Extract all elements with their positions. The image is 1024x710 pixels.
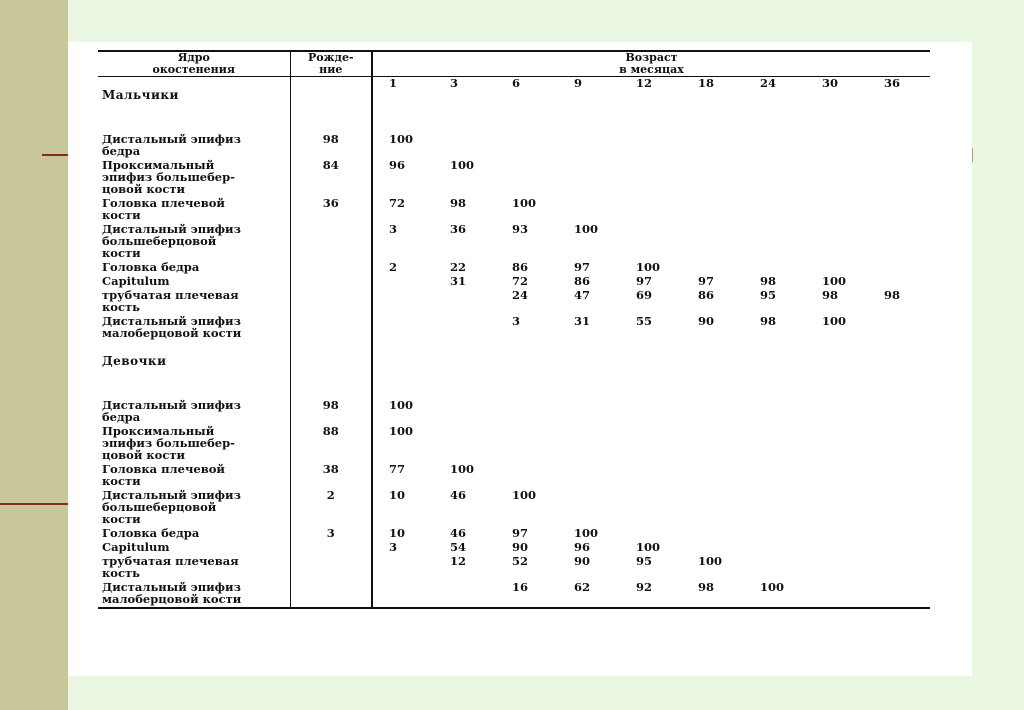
row-month-value: 98	[760, 274, 777, 288]
row-month-value	[868, 425, 930, 463]
ossification-table	[98, 50, 930, 609]
row-month-value: 98	[450, 196, 467, 210]
row-nucleus-name: Capitulum	[98, 275, 290, 289]
row-month-value	[744, 489, 806, 527]
table-row	[98, 289, 930, 315]
row-month-value	[868, 197, 930, 223]
row-month-value: 16	[496, 581, 558, 608]
gap-cell	[290, 341, 372, 355]
row-month-value	[868, 261, 930, 275]
row-month-value	[558, 399, 620, 425]
row-month-value	[806, 223, 868, 261]
decorative-rule-top	[42, 154, 70, 156]
row-month-value	[868, 541, 930, 555]
table-row	[98, 399, 930, 425]
row-month-value: 31	[574, 314, 591, 328]
month-header-30: 30	[822, 76, 839, 90]
row-month-value	[620, 425, 682, 463]
birth-spacer	[290, 77, 372, 90]
row-month-value	[806, 133, 868, 159]
row-month-value: 98	[822, 288, 839, 302]
row-month-value	[372, 315, 434, 341]
row-month-value	[744, 463, 806, 489]
row-month-value	[868, 555, 930, 581]
row-nucleus-name: Головка бедра	[98, 527, 290, 541]
row-month-value	[558, 197, 620, 223]
row-birth-value: 98	[290, 133, 372, 159]
table-row	[98, 275, 930, 289]
row-month-value: 3	[512, 314, 521, 328]
row-month-value: 100	[389, 398, 414, 412]
group-age-spacer	[372, 355, 930, 399]
row-month-value: 100	[636, 540, 661, 554]
row-month-value: 98	[884, 288, 901, 302]
row-month-value	[744, 261, 806, 275]
group-birth-spacer	[290, 355, 372, 399]
row-month-value	[434, 425, 496, 463]
row-birth-value: 36	[290, 197, 372, 223]
row-month-value: 97	[574, 260, 591, 274]
row-birth-value	[290, 315, 372, 341]
row-nucleus-name: Дистальный эпифиз бедра	[98, 399, 290, 425]
row-month-value	[434, 289, 496, 315]
row-birth-value	[290, 223, 372, 261]
row-month-value: 3	[389, 540, 398, 554]
month-header-3: 3	[450, 76, 459, 90]
row-month-value	[868, 399, 930, 425]
table-row	[98, 223, 930, 261]
row-month-value	[372, 275, 434, 289]
row-month-value	[682, 425, 744, 463]
row-nucleus-name: Головка плечевой кости	[98, 463, 290, 489]
row-month-value	[682, 463, 744, 489]
decorative-rule-bottom	[0, 503, 70, 505]
row-month-value	[806, 399, 868, 425]
row-month-value: 100	[450, 158, 475, 172]
row-month-value	[806, 541, 868, 555]
group-birth-spacer	[290, 89, 372, 133]
row-month-value: 77	[389, 462, 406, 476]
row-month-value: 100	[389, 424, 414, 438]
row-month-value: 24	[512, 288, 529, 302]
table-row	[98, 315, 930, 341]
row-month-value	[806, 489, 868, 527]
months-row	[98, 77, 930, 90]
row-month-value	[744, 527, 806, 541]
row-month-value: 100	[744, 581, 806, 608]
header-birth: Рожде- ние	[290, 51, 372, 77]
row-month-value: 100	[822, 314, 847, 328]
month-header-36: 36	[884, 76, 901, 90]
table-row	[98, 261, 930, 275]
row-nucleus-name: трубчатая плечевая кость	[98, 555, 290, 581]
row-month-value	[806, 555, 868, 581]
group-label: Мальчики	[98, 89, 290, 133]
row-month-value	[620, 399, 682, 425]
row-month-value	[744, 133, 806, 159]
month-header-12: 12	[636, 76, 653, 90]
row-month-value	[682, 489, 744, 527]
row-month-value	[558, 133, 620, 159]
row-month-value	[372, 581, 434, 608]
row-month-value	[496, 159, 558, 197]
row-month-value	[434, 581, 496, 608]
row-month-value	[806, 261, 868, 275]
table-row	[98, 197, 930, 223]
row-month-value: 31	[450, 274, 467, 288]
row-month-value	[868, 133, 930, 159]
row-month-value	[496, 425, 558, 463]
row-month-value	[620, 133, 682, 159]
row-birth-value	[290, 261, 372, 275]
row-nucleus-name: Дистальный эпифиз малоберцовой кости	[98, 581, 290, 608]
row-nucleus-name: Дистальный эпифиз бедра	[98, 133, 290, 159]
row-month-value	[496, 133, 558, 159]
slide-sidebar	[0, 0, 68, 710]
row-month-value	[620, 197, 682, 223]
group-age-spacer	[372, 89, 930, 133]
row-month-value	[744, 159, 806, 197]
row-month-value: 72	[512, 274, 529, 288]
row-month-value	[558, 463, 620, 489]
row-month-value: 22	[450, 260, 467, 274]
row-month-value: 86	[574, 274, 591, 288]
row-month-value	[744, 555, 806, 581]
row-month-value	[620, 223, 682, 261]
row-month-value	[868, 275, 930, 289]
row-month-value	[868, 489, 930, 527]
row-month-value: 62	[558, 581, 620, 608]
month-header-6: 6	[512, 76, 521, 90]
header-age-months: Возраст в месяцах	[372, 51, 930, 77]
row-birth-value	[290, 581, 372, 608]
row-month-value	[744, 223, 806, 261]
row-month-value	[868, 159, 930, 197]
row-month-value: 10	[389, 526, 406, 540]
table-row	[98, 159, 930, 197]
row-month-value: 2	[389, 260, 398, 274]
decorative-edge-mark	[972, 148, 973, 162]
row-month-value: 54	[450, 540, 467, 554]
row-birth-value: 38	[290, 463, 372, 489]
row-birth-value	[290, 289, 372, 315]
row-birth-value: 84	[290, 159, 372, 197]
row-month-value: 52	[512, 554, 529, 568]
row-month-value	[806, 159, 868, 197]
row-nucleus-name: Головка плечевой кости	[98, 197, 290, 223]
table-row	[98, 425, 930, 463]
group-header-row	[98, 89, 930, 133]
row-month-value	[620, 463, 682, 489]
table-row	[98, 133, 930, 159]
row-nucleus-name: Capitulum	[98, 541, 290, 555]
row-month-value: 100	[822, 274, 847, 288]
row-month-value	[682, 541, 744, 555]
row-month-value: 100	[636, 260, 661, 274]
row-month-value	[744, 425, 806, 463]
row-birth-value: 2	[290, 489, 372, 527]
table-row	[98, 489, 930, 527]
header-ossification-nucleus: Ядро окостенения	[98, 51, 290, 77]
row-month-value	[496, 399, 558, 425]
row-nucleus-name: Проксимальный эпифиз большебер- цовой кости	[98, 159, 290, 197]
row-month-value	[682, 197, 744, 223]
row-birth-value	[290, 541, 372, 555]
row-month-value	[744, 399, 806, 425]
row-month-value: 86	[512, 260, 529, 274]
row-month-value: 69	[636, 288, 653, 302]
table-row	[98, 527, 930, 541]
row-birth-value	[290, 275, 372, 289]
row-month-value	[434, 399, 496, 425]
row-month-value	[744, 197, 806, 223]
row-month-value	[868, 315, 930, 341]
month-header-1: 1	[389, 76, 398, 90]
row-birth-value	[290, 555, 372, 581]
table-row	[98, 463, 930, 489]
row-birth-value: 88	[290, 425, 372, 463]
group-label: Девочки	[98, 355, 290, 399]
table-row	[98, 555, 930, 581]
row-month-value: 97	[698, 274, 715, 288]
row-month-value: 96	[389, 158, 406, 172]
row-month-value	[806, 581, 868, 608]
row-month-value	[620, 159, 682, 197]
row-month-value: 95	[636, 554, 653, 568]
row-month-value: 86	[698, 288, 715, 302]
row-month-value: 36	[450, 222, 467, 236]
row-month-value: 97	[512, 526, 529, 540]
row-month-value: 46	[450, 488, 467, 502]
row-month-value: 90	[574, 554, 591, 568]
gap-cell	[98, 341, 290, 355]
row-month-value: 100	[698, 554, 723, 568]
row-month-value: 90	[512, 540, 529, 554]
row-month-value	[806, 197, 868, 223]
gap-cell	[372, 341, 930, 355]
table-header	[98, 51, 930, 77]
group-header-row	[98, 355, 930, 399]
row-month-value: 3	[389, 222, 398, 236]
row-month-value	[806, 425, 868, 463]
row-month-value: 90	[698, 314, 715, 328]
row-month-value: 47	[574, 288, 591, 302]
table-row	[98, 541, 930, 555]
slide-content	[68, 42, 972, 676]
row-month-value	[558, 489, 620, 527]
row-month-value	[806, 463, 868, 489]
month-header-18: 18	[698, 76, 715, 90]
row-month-value: 100	[512, 196, 537, 210]
row-month-value: 93	[512, 222, 529, 236]
row-month-value: 100	[512, 488, 537, 502]
table-row	[98, 581, 930, 608]
row-month-value	[682, 223, 744, 261]
row-month-value: 98	[760, 314, 777, 328]
row-month-value	[434, 133, 496, 159]
row-month-value	[558, 425, 620, 463]
row-month-value	[496, 463, 558, 489]
row-month-value: 55	[636, 314, 653, 328]
row-month-value	[372, 555, 434, 581]
row-month-value	[868, 527, 930, 541]
row-month-value	[682, 261, 744, 275]
row-nucleus-name: трубчатая плечевая кость	[98, 289, 290, 315]
row-nucleus-name: Дистальный эпифиз большеберцовой кости	[98, 489, 290, 527]
row-month-value	[434, 315, 496, 341]
row-month-value	[682, 399, 744, 425]
row-month-value: 95	[760, 288, 777, 302]
row-month-value: 96	[574, 540, 591, 554]
row-nucleus-name: Головка бедра	[98, 261, 290, 275]
row-month-value: 10	[389, 488, 406, 502]
table-body	[98, 77, 930, 609]
row-month-value	[682, 527, 744, 541]
row-month-value: 72	[389, 196, 406, 210]
row-month-value	[806, 527, 868, 541]
row-month-value	[868, 463, 930, 489]
row-month-value: 100	[450, 462, 475, 476]
row-month-value: 100	[389, 132, 414, 146]
row-month-value	[620, 527, 682, 541]
row-month-value: 97	[636, 274, 653, 288]
row-nucleus-name: Дистальный эпифиз малоберцовой кости	[98, 315, 290, 341]
row-month-value	[868, 223, 930, 261]
row-month-value	[682, 133, 744, 159]
month-header-9: 9	[574, 76, 583, 90]
row-month-value: 46	[450, 526, 467, 540]
row-month-value	[682, 159, 744, 197]
row-month-value: 92	[620, 581, 682, 608]
row-birth-value: 98	[290, 399, 372, 425]
row-birth-value: 3	[290, 527, 372, 541]
month-header-24: 24	[760, 76, 777, 90]
row-month-value	[620, 489, 682, 527]
row-nucleus-name: Проксимальный эпифиз большебер- цовой кости	[98, 425, 290, 463]
row-month-value: 100	[574, 526, 599, 540]
row-month-value	[372, 289, 434, 315]
row-month-value	[744, 541, 806, 555]
row-nucleus-name: Дистальный эпифиз большеберцовой кости	[98, 223, 290, 261]
group-gap-row	[98, 341, 930, 355]
row-month-value: 12	[450, 554, 467, 568]
row-month-value: 100	[574, 222, 599, 236]
row-month-value: 98	[682, 581, 744, 608]
row-month-value	[558, 159, 620, 197]
row-month-value	[868, 581, 930, 608]
